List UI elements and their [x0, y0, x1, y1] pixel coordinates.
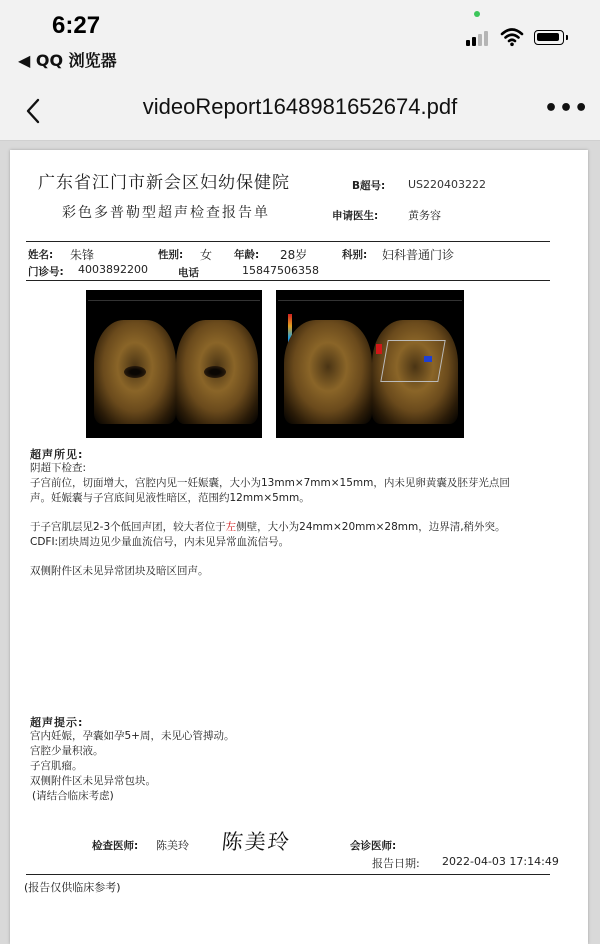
findings-line: 子宫前位，切面增大，宫腔内见一妊娠囊，大小为13mm×7mm×15mm，内未见卵黄囊及胚芽光点回 [30, 477, 510, 489]
age-label: 年龄: [234, 249, 260, 261]
hints-heading: 超声提示: [30, 716, 84, 729]
doctor-label: 申请医生: [332, 210, 379, 222]
doctor-value: 黄务容 [408, 209, 441, 222]
findings-line: 于子宫肌层见2-3个低回声团，较大者位于左侧壁，大小为24mm×20mm×28mm，边界清,稍外突。 [30, 521, 506, 533]
examiner-label: 检查医师: [92, 840, 139, 852]
hint-line: 宫内妊娠，孕囊如孕5+周，未见心管搏动。 [30, 730, 235, 742]
document-title: videoReport1648981652674.pdf [142, 94, 458, 119]
watermark-logo [490, 888, 590, 928]
dept-label: 科别: [342, 249, 368, 261]
image-header-strip [88, 292, 260, 301]
divider-bottom [26, 874, 550, 875]
more-icon[interactable]: ••• [544, 96, 590, 121]
b-no-value: US220403222 [408, 178, 487, 191]
sex-label: 性别: [158, 249, 184, 261]
privacy-indicator [474, 11, 480, 17]
phone-label: 电话 [178, 267, 199, 279]
status-bar [0, 0, 600, 84]
consult-label: 会诊医师: [350, 840, 397, 852]
name-label: 姓名: [28, 249, 54, 261]
examiner-value: 陈美玲 [156, 839, 189, 852]
findings-line: 双侧附件区未见异常团块及暗区回声。 [30, 565, 209, 577]
back-to-app-link[interactable]: ◀ QQ 浏览器 [18, 51, 117, 70]
back-chevron-icon[interactable] [22, 96, 46, 126]
hint-line: 子宫肌瘤。 [30, 760, 83, 772]
divider-top [26, 241, 550, 242]
phone-value: 15847506358 [242, 264, 319, 277]
ultrasound-image-2 [276, 290, 464, 438]
wifi-icon [500, 27, 524, 47]
b-no-label: B超号: [352, 180, 386, 192]
findings-heading: 超声所见: [30, 448, 84, 461]
hint-line: 双侧附件区未见异常包块。 [30, 775, 156, 787]
report-date: 2022-04-03 17:14:49 [442, 855, 559, 868]
doppler-roi-box [380, 340, 445, 382]
examiner-signature: 陈美玲 [220, 830, 293, 854]
ultrasound-image-1 [86, 290, 262, 438]
nav-bar [0, 84, 600, 141]
clinic-no-label: 门诊号: [28, 266, 64, 278]
findings-line: 阴超下检查: [30, 462, 87, 474]
battery-icon [534, 30, 564, 45]
image-header-strip [278, 292, 462, 301]
clinic-no-value: 4003892200 [78, 263, 148, 276]
sex-value: 女 [200, 248, 213, 262]
findings-line: CDFI:团块周边见少量血流信号，内未见异常血流信号。 [30, 536, 290, 548]
highlighted-word: 左 [225, 521, 237, 533]
hint-line: (请结合临床考虑) [32, 790, 114, 802]
name-value: 朱锋 [70, 248, 95, 262]
clock: 6:27 [52, 12, 101, 39]
signal-icon [466, 30, 492, 46]
findings-line: 声。妊娠囊与子宫底间见液性暗区，范围约12mm×5mm。 [30, 492, 310, 504]
divider-patient [26, 280, 550, 281]
hospital-name: 广东省江门市新会区妇幼保健院 [38, 173, 290, 193]
date-label: 报告日期: [372, 857, 420, 870]
report-page [10, 150, 588, 944]
hint-line: 宫腔少量积液。 [30, 745, 104, 757]
doppler-flow-signal [424, 356, 432, 362]
doppler-flow-signal [376, 344, 382, 354]
age-value: 28岁 [280, 248, 308, 262]
report-title: 彩色多普勒型超声检查报告单 [62, 205, 270, 221]
footer-note: (报告仅供临床参考) [24, 881, 121, 894]
dept-value: 妇科普通门诊 [382, 248, 455, 262]
